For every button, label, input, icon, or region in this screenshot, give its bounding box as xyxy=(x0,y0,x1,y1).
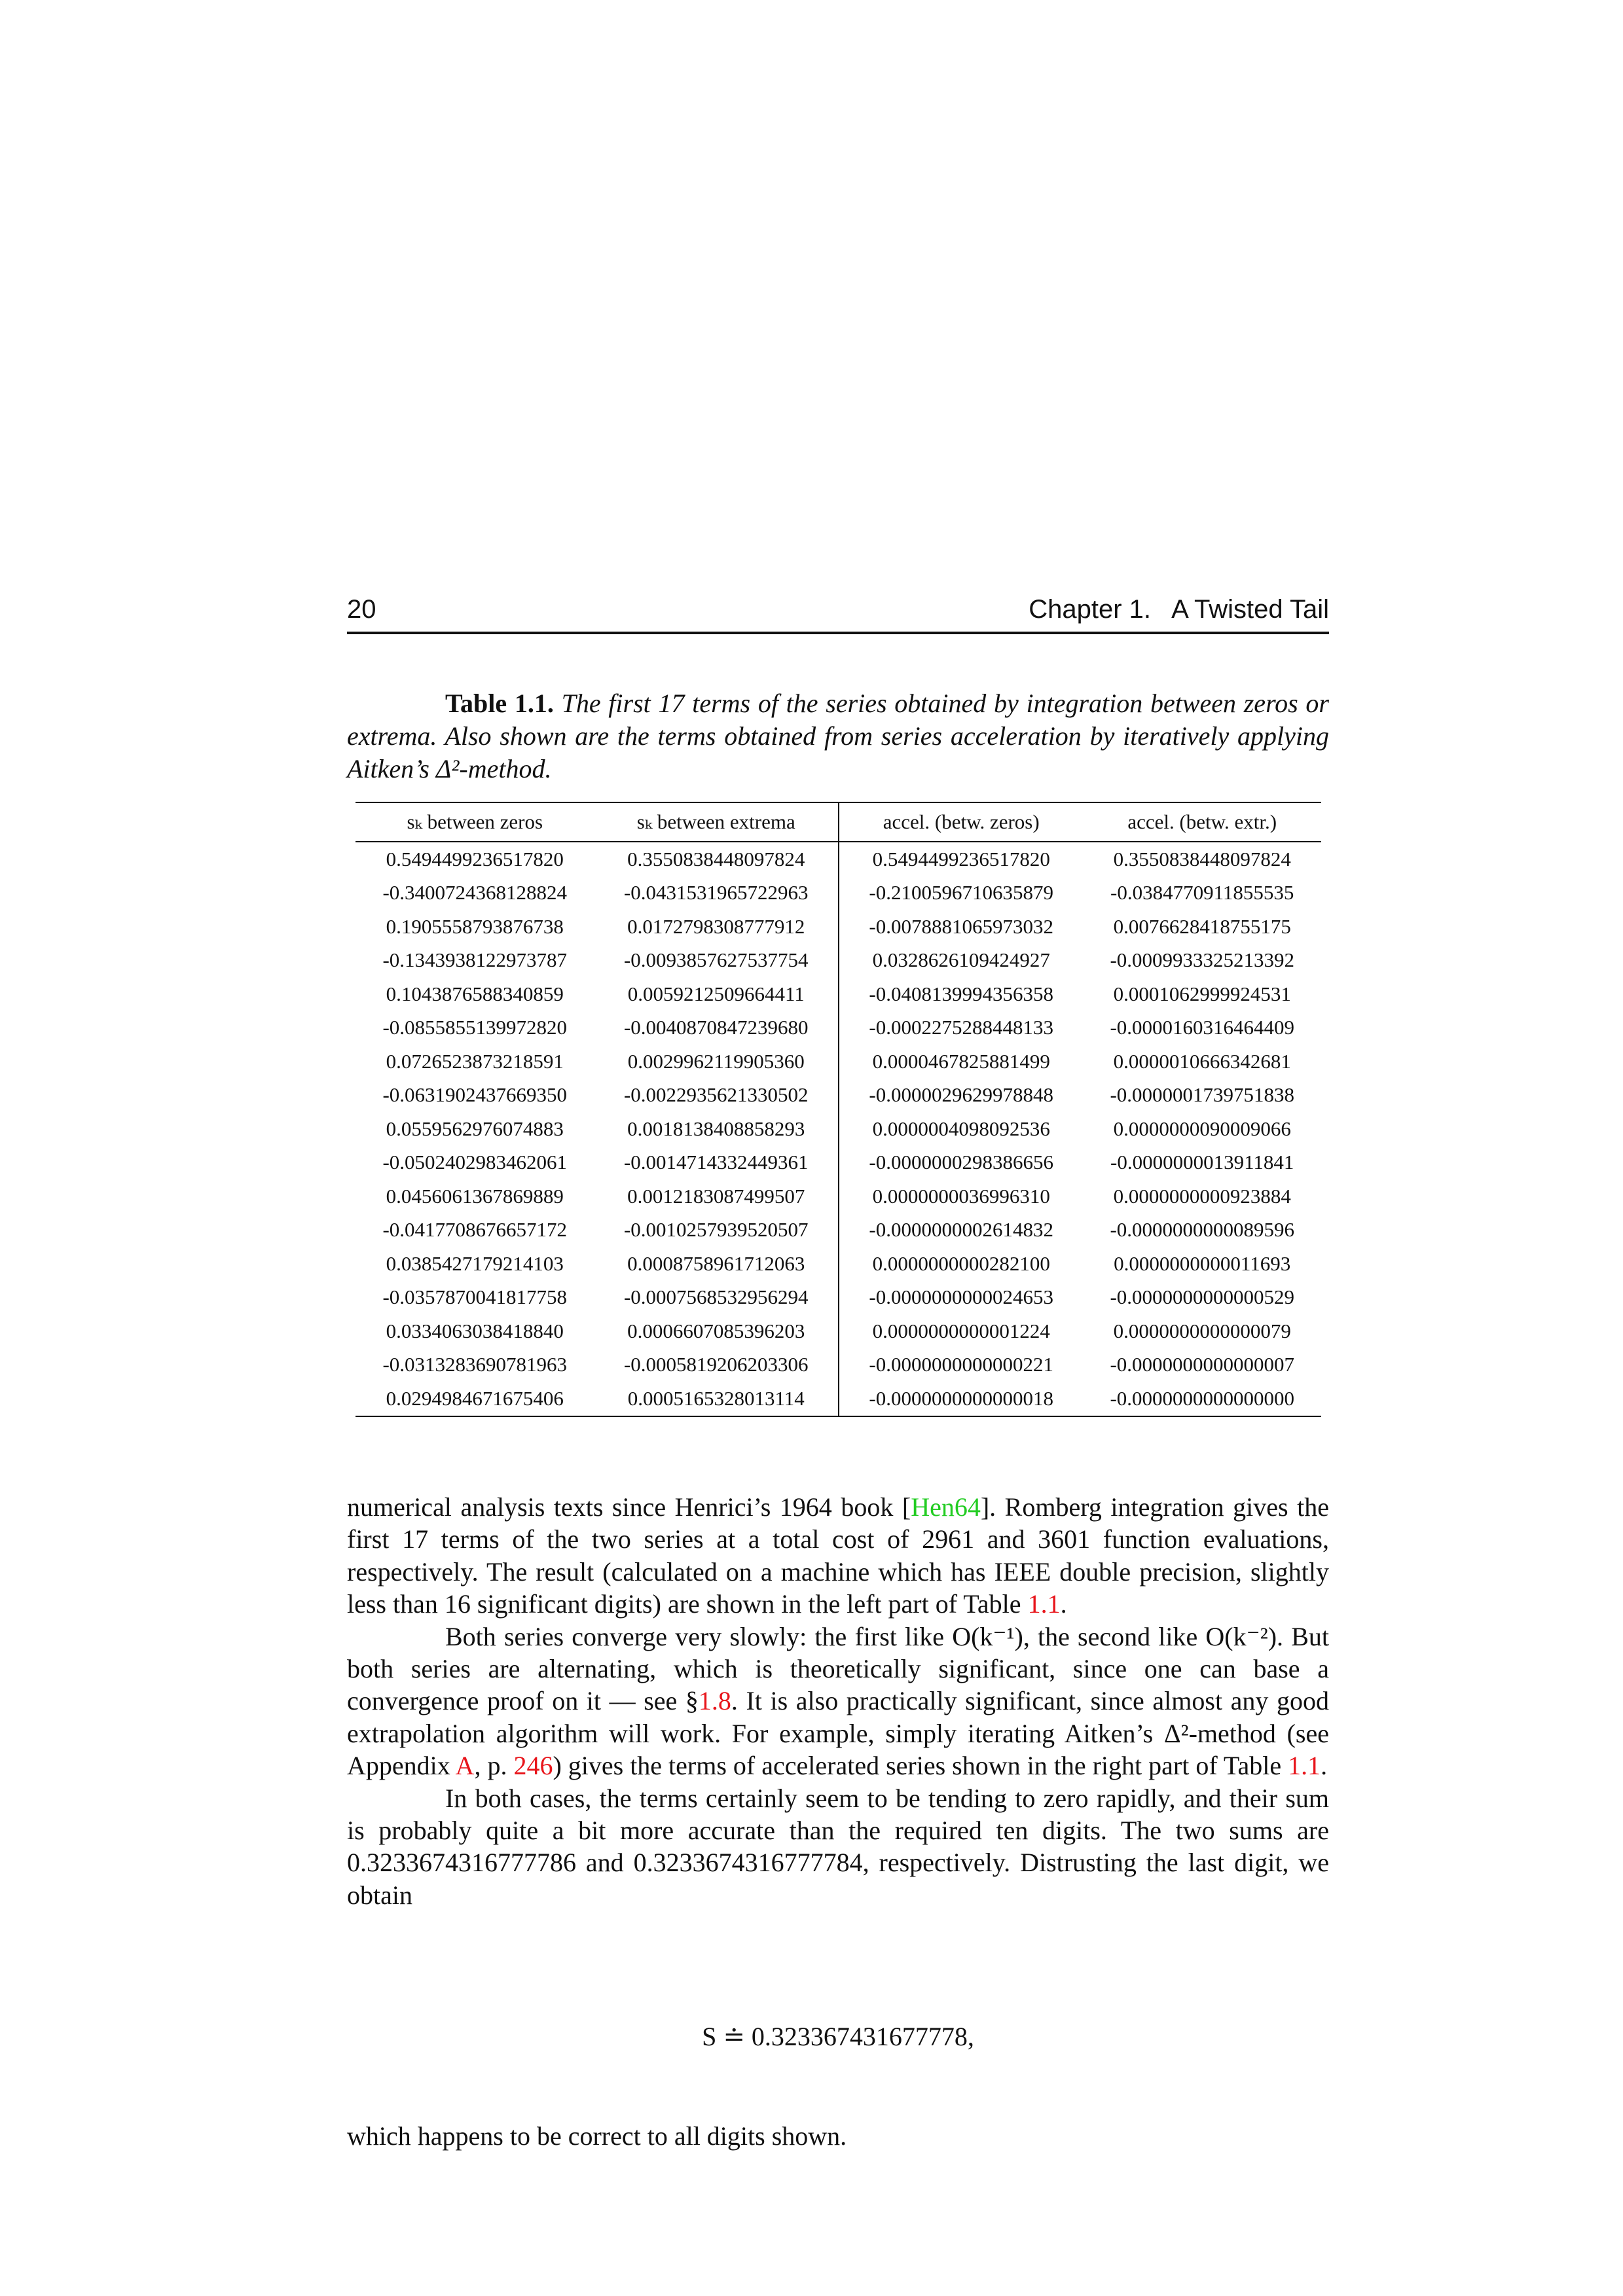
table-cell: 0.0000000000011693 xyxy=(1114,1251,1291,1275)
table-row xyxy=(356,1281,1321,1315)
table-cell: -0.0000160316464409 xyxy=(1110,1016,1295,1039)
table-cell: 0.0000467825881499 xyxy=(872,1049,1050,1073)
table-cell: 0.0172798308777912 xyxy=(594,910,839,944)
table-cell: 0.5494499236517820 xyxy=(386,847,564,870)
table-row xyxy=(356,1382,1321,1416)
table-cell: 0.0018138408858293 xyxy=(594,1112,839,1146)
closing-sentence: which happens to be correct to all digits shown. xyxy=(347,2121,847,2151)
table-cell: -0.0000001739751838 xyxy=(1110,1083,1295,1107)
paragraph-1 xyxy=(347,1491,1329,1621)
table-cell: 0.1905558793876738 xyxy=(386,914,564,938)
table-cell: -0.0000000000000018 xyxy=(839,1382,1083,1416)
table-cell: -0.0431531965722963 xyxy=(594,876,839,910)
table-cell: -0.0000000002614832 xyxy=(869,1218,1053,1242)
table-cell: 0.0000000000000079 xyxy=(1113,1319,1291,1342)
table-cell: -0.0313283690781963 xyxy=(382,1353,568,1376)
table-cell: -0.0000000000000529 xyxy=(1110,1285,1295,1309)
table-header-row xyxy=(356,802,1321,842)
table-cell: 0.0000000090009066 xyxy=(1113,1117,1291,1140)
table-cell: 0.0294984671675406 xyxy=(356,1382,594,1416)
table-cell: 0.0001062999924531 xyxy=(1113,982,1291,1005)
table-row xyxy=(356,944,1321,978)
p2-text-c: , p. xyxy=(474,1751,514,1781)
paragraph-2 xyxy=(347,1621,1329,1782)
table-cell: 0.0000000000282100 xyxy=(872,1251,1050,1275)
table-cell: 0.0000010666342681 xyxy=(1113,1049,1291,1073)
appendix-ref-link[interactable]: A xyxy=(455,1751,475,1781)
table-cell: 0.0000000000923884 xyxy=(1113,1184,1291,1208)
paragraph-3: In both cases, the terms certainly seem to be tending to zero rapidly, and their sum is probably quite a bit more accurate than the required ten digits. The two sums are 0.3233674316777786 and 0.3233674316777784, respectively. Distrusting the last digit, we obtain xyxy=(347,1783,1329,1910)
table-row xyxy=(356,910,1321,944)
table-cell: -0.0384770911855535 xyxy=(1110,881,1294,905)
table-cell: 0.0456061367869889 xyxy=(386,1184,564,1208)
col-header-zeros: sₖ between zeros xyxy=(356,802,594,842)
table-ref-link-2[interactable]: 1.1 xyxy=(1288,1751,1321,1781)
table-row xyxy=(356,977,1321,1011)
table-cell: 0.0076628418755175 xyxy=(1113,914,1291,938)
table-cell: 0.3550838448097824 xyxy=(1113,847,1291,870)
table-body xyxy=(356,842,1321,1416)
p1-text-b: ]. Romberg integration gives the first 17 terms of the two series at a total cost of 2961 and 3601 function evaluations, respectively. The result (calculated on a machine which has IEEE double precision, slightly less than 16 significant digits) are shown in the left part of Table xyxy=(347,1492,1329,1619)
p2-text-a: Both series converge very slowly: the first like O(k⁻¹), the second like O(k⁻²). But both series are alternating, which is theoretically significant, since one can base a convergence proof on it — see § xyxy=(347,1621,1329,1716)
series-terms-table xyxy=(356,802,1321,1417)
page-ref-link[interactable]: 246 xyxy=(513,1751,553,1781)
table-cell: 0.0006607085396203 xyxy=(594,1314,839,1348)
table-caption xyxy=(347,687,1329,785)
table-ref-link[interactable]: 1.1 xyxy=(1027,1589,1061,1619)
table-cell: -0.0009933325213392 xyxy=(1110,948,1295,972)
table-cell: 0.0000000000001224 xyxy=(872,1319,1050,1342)
table-label: Table 1.1. xyxy=(445,689,554,718)
table-row xyxy=(356,1146,1321,1180)
table-cell: 0.0059212509664411 xyxy=(594,977,839,1011)
p2-text-b: . It is also practically significant, since almost any good extrapolation algorithm will work. For example, simply iterating Aitken’s Δ²-method (see Appendix xyxy=(347,1686,1329,1781)
table-cell: 0.3550838448097824 xyxy=(594,842,839,876)
page-number: 20 xyxy=(347,595,376,624)
table-cell: -0.0000029629978848 xyxy=(869,1083,1053,1107)
table-cell: -0.0078881065973032 xyxy=(869,914,1053,938)
table-row xyxy=(356,876,1321,910)
table-cell: -0.0408139994356358 xyxy=(869,982,1053,1005)
p1-text-a: numerical analysis texts since Henrici’s 1964 book [ xyxy=(347,1492,911,1522)
table-cell: -0.1343938122973787 xyxy=(382,948,568,972)
chapter-title: Chapter 1. A Twisted Tail xyxy=(1029,595,1329,624)
p2-text-d: ) gives the terms of accelerated series shown in the right part of Table xyxy=(553,1751,1288,1781)
caption-text: The first 17 terms of the series obtained by integration between zeros or extrema. Also shown are the terms obtained from series acceleration by iteratively applying Aitken’s Δ²-method. xyxy=(347,689,1330,783)
table-cell: -0.3400724368128824 xyxy=(382,881,568,905)
table-row xyxy=(356,842,1321,876)
table-cell: -0.0000000000024653 xyxy=(869,1285,1053,1309)
table-row xyxy=(356,1247,1321,1281)
table-cell: -0.0010257939520507 xyxy=(594,1213,839,1247)
table-cell: 0.0334063038418840 xyxy=(386,1319,564,1342)
table-cell: -0.0002275288448133 xyxy=(869,1016,1053,1039)
table-cell: 0.0559562976074883 xyxy=(386,1117,564,1140)
p1-text-c: . xyxy=(1060,1589,1067,1619)
table-cell: -0.0022935621330502 xyxy=(594,1079,839,1113)
running-header xyxy=(347,592,1329,634)
table-cell: 0.0008758961712063 xyxy=(594,1247,839,1281)
table-cell: -0.0005819206203306 xyxy=(594,1348,839,1382)
col-header-accel-extrema: accel. (betw. extr.) xyxy=(1083,802,1321,842)
table-row xyxy=(356,1314,1321,1348)
body-text xyxy=(347,1491,1329,1911)
p2-text-e: . xyxy=(1321,1751,1328,1781)
table-row xyxy=(356,1079,1321,1113)
table-row xyxy=(356,1011,1321,1045)
table-cell: -0.0040870847239680 xyxy=(594,1011,839,1045)
section-ref-link[interactable]: 1.8 xyxy=(698,1686,731,1716)
table-cell: -0.0000000000000007 xyxy=(1110,1353,1295,1376)
table-cell: -0.0357870041817758 xyxy=(382,1285,568,1309)
table-row xyxy=(356,1045,1321,1079)
table-row xyxy=(356,1112,1321,1146)
table-cell: 0.5494499236517820 xyxy=(872,847,1050,870)
table-row xyxy=(356,1179,1321,1213)
table-cell: -0.0093857627537754 xyxy=(594,944,839,978)
table-cell: 0.0029962119905360 xyxy=(594,1045,839,1079)
table-cell: -0.0014714332449361 xyxy=(594,1146,839,1180)
table-cell: 0.1043876588340859 xyxy=(386,982,564,1005)
table-cell: -0.2100596710635879 xyxy=(869,881,1053,905)
table-cell: 0.0000004098092536 xyxy=(872,1117,1050,1140)
table-cell: -0.0000000000000000 xyxy=(1083,1382,1321,1416)
table-cell: -0.0007568532956294 xyxy=(594,1281,839,1315)
table-cell: -0.0631902437669350 xyxy=(382,1083,568,1107)
col-header-accel-zeros: accel. (betw. zeros) xyxy=(839,802,1083,842)
citation-link-hen64[interactable]: Hen64 xyxy=(911,1492,981,1522)
table-cell: -0.0000000000000221 xyxy=(869,1353,1053,1376)
table-cell: -0.0502402983462061 xyxy=(382,1151,568,1174)
table-cell: -0.0000000000089596 xyxy=(1110,1218,1295,1242)
display-equation: S ≐ 0.323367431677778, xyxy=(702,2022,974,2051)
table-cell: -0.0000000013911841 xyxy=(1110,1151,1294,1174)
table-cell: 0.0000000036996310 xyxy=(872,1184,1050,1208)
table-cell: -0.0000000298386656 xyxy=(869,1151,1053,1174)
table-cell: 0.0005165328013114 xyxy=(594,1382,839,1416)
table-cell: 0.0385427179214103 xyxy=(386,1251,564,1275)
table-row xyxy=(356,1348,1321,1382)
table-cell: -0.0417708676657172 xyxy=(382,1218,568,1242)
table-cell: 0.0328626109424927 xyxy=(872,948,1050,972)
table-wrapper xyxy=(356,802,1321,1417)
table-cell: -0.0855855139972820 xyxy=(382,1016,568,1039)
col-header-extrema: sₖ between extrema xyxy=(594,802,839,842)
table-cell: 0.0012183087499507 xyxy=(594,1179,839,1213)
table-cell: 0.0726523873218591 xyxy=(386,1049,564,1073)
table-row xyxy=(356,1213,1321,1247)
